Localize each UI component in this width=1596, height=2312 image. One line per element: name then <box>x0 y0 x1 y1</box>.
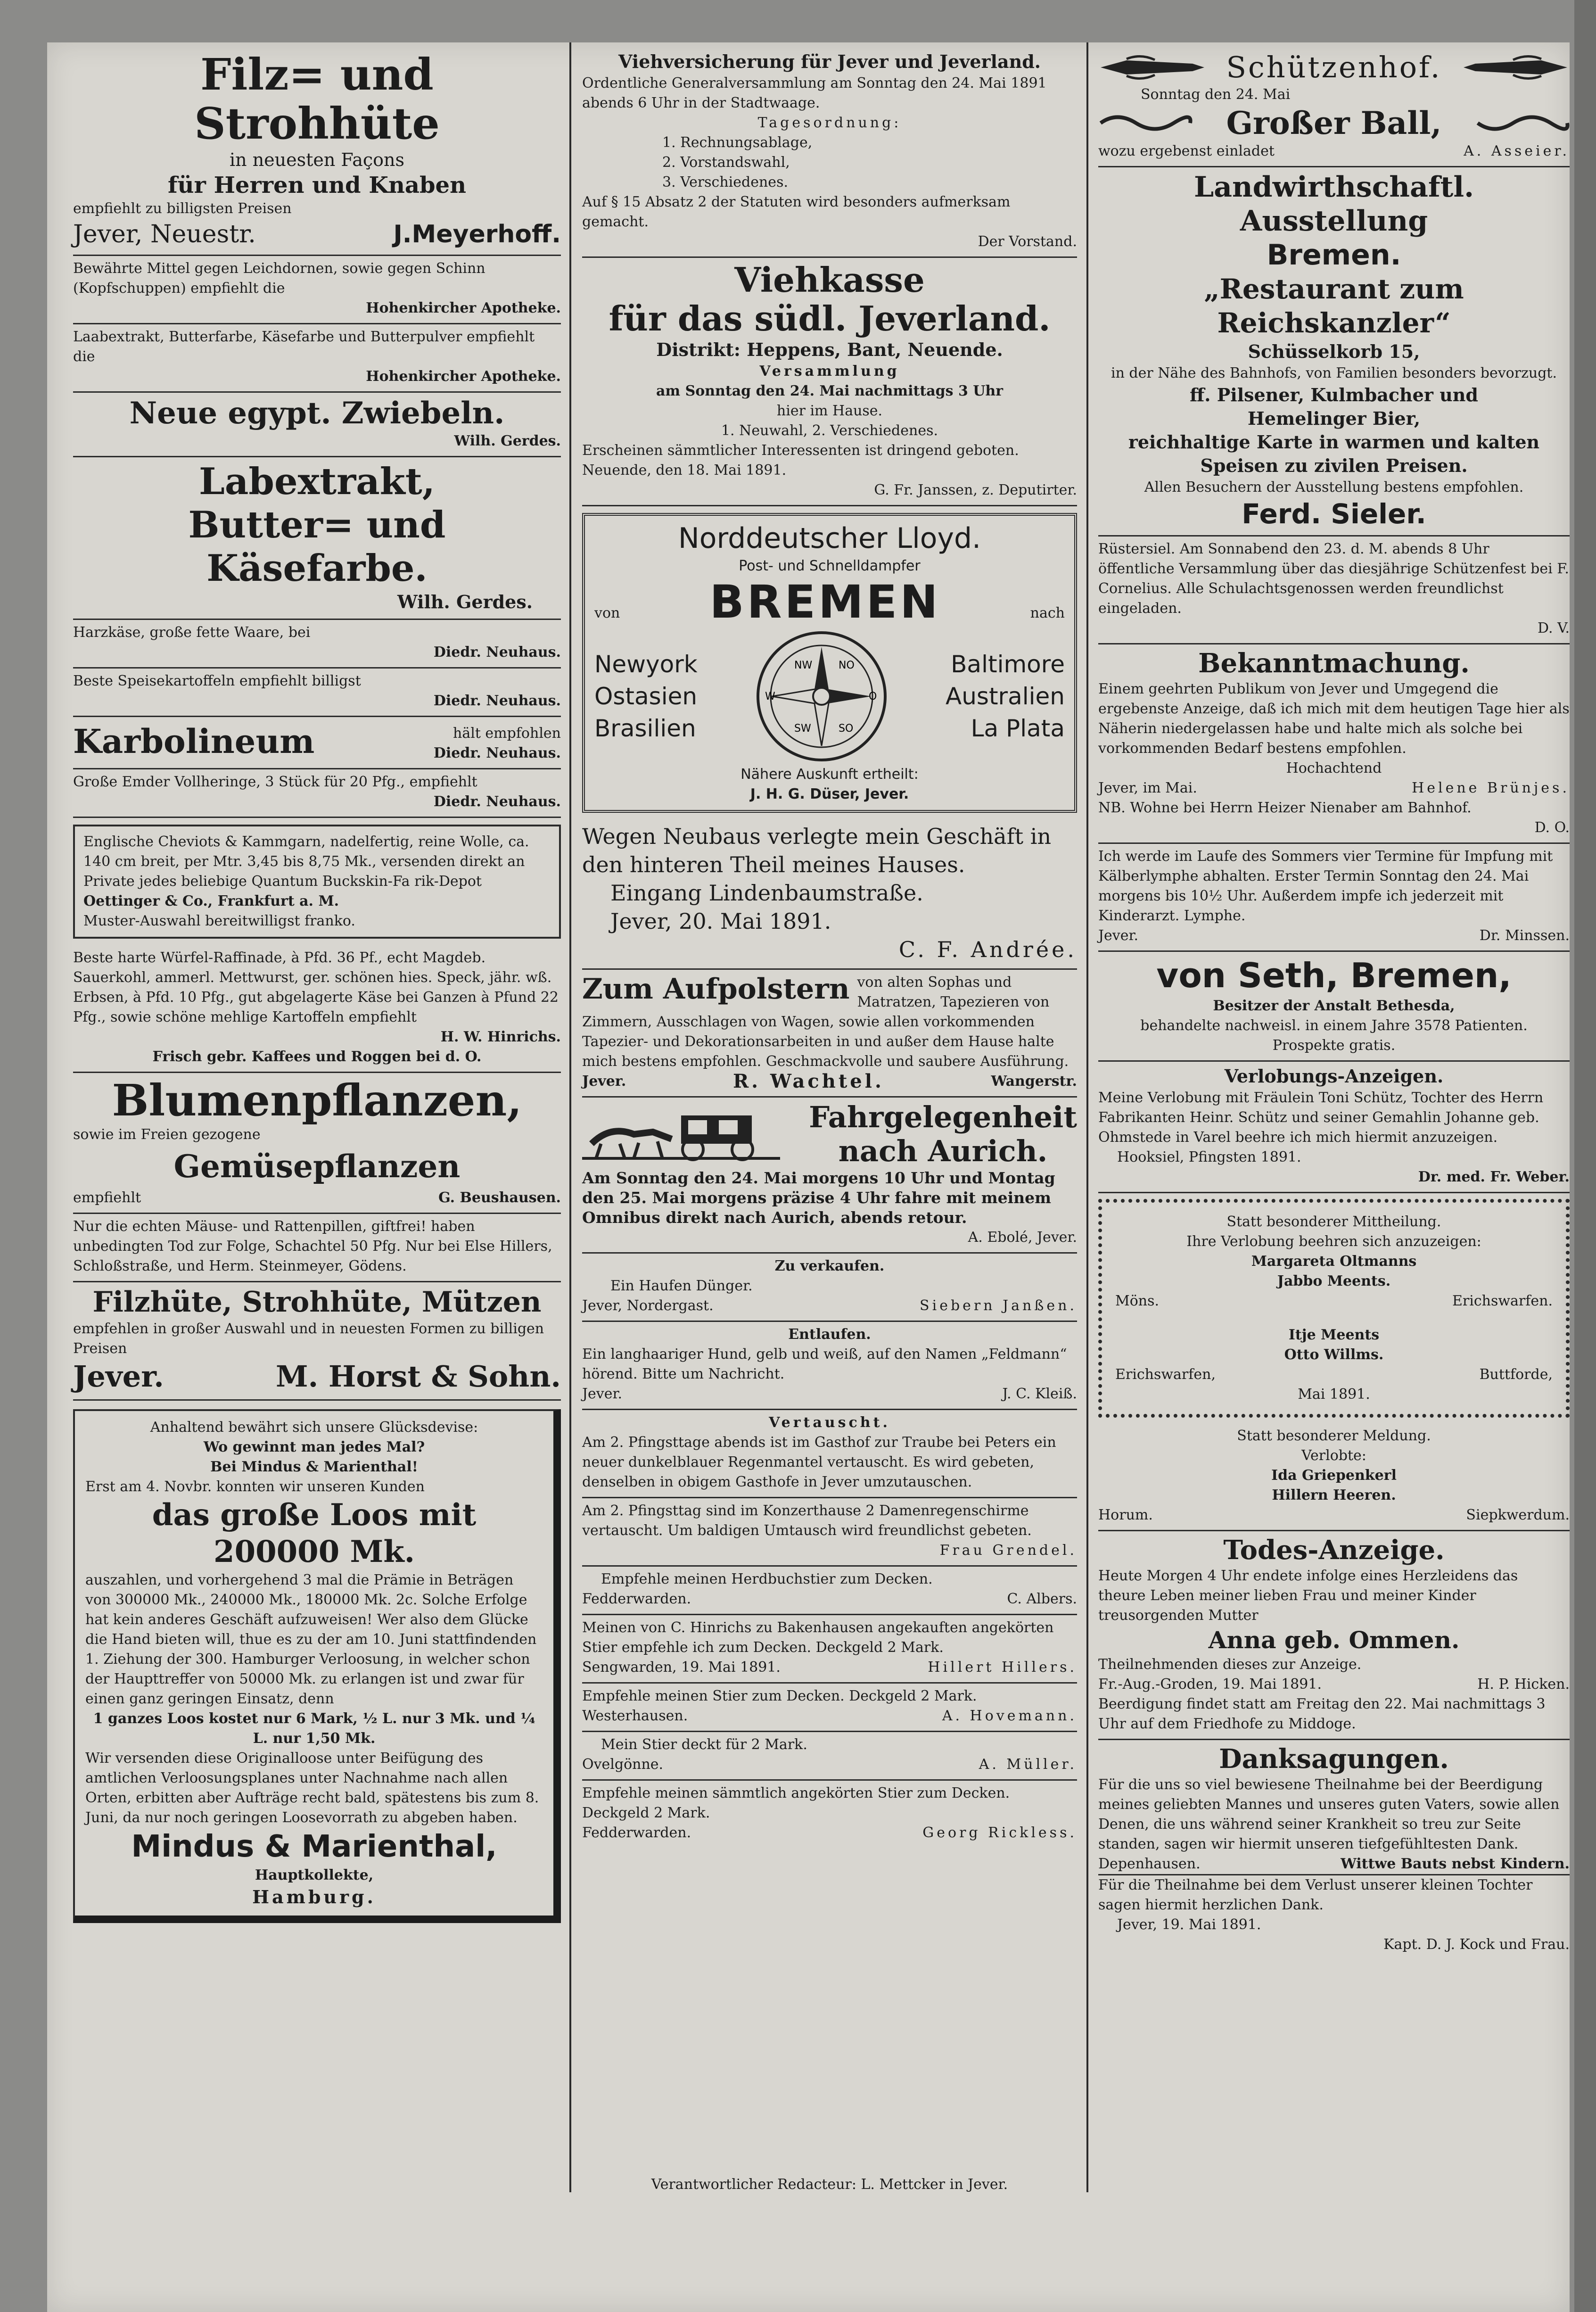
ad-line: für Herren und Knaben <box>168 172 466 198</box>
ad-signature: A. Müller. <box>979 1756 1077 1773</box>
ad-text: Englische Cheviots & Kammgarn, nadelfertig, reine Wolle, ca. 140 cm breit, per Mtr. 3,45 bis 8,75 Mk., versenden direkt an Private jedes beliebige Quantum Buckskin-Fa rik-Depot <box>83 834 529 890</box>
ad-text: Allen Besuchern der Ausstellung bestens empfohlen. <box>1144 479 1524 495</box>
ad-swapped-coat <box>582 1410 1077 1498</box>
ornament-icon <box>1098 111 1193 135</box>
ad-cattle-fund <box>582 258 1077 506</box>
ad-signature: Diedr. Neuhaus. <box>433 693 561 709</box>
ad-place: Jever. <box>582 1386 623 1402</box>
ad-line: Verlobte: <box>1301 1447 1366 1464</box>
ad-title: Landwirthschaftl. Ausstellung <box>1193 171 1474 238</box>
ad-shooting-hall <box>1098 47 1570 167</box>
ad-line: ff. Pilsener, Kulmbacher und <box>1190 384 1478 405</box>
ad-text: empfehlen in großer Auswahl und in neuesten Formen zu billigen Preisen <box>73 1321 544 1357</box>
ad-text: Mein Stier deckt für 2 Mark. <box>601 1736 807 1753</box>
ad-text: Einem geehrten Publikum von Jever und Umgegend die ergebenste Anzeige, daß ich mich mit dem heutigen Tage hier als Näherin niedergelassen habe und halte mich als solche bei vorkommenden Bedarf bestens empfohlen. <box>1098 681 1570 757</box>
ad-labextrakt <box>73 457 561 620</box>
ad-title: Fahrgelegenheit <box>809 1100 1077 1134</box>
ad-lost-dog <box>582 1322 1077 1410</box>
editor-footer <box>582 2176 1077 2193</box>
ad-place: Jever, Nordergast. <box>582 1297 714 1314</box>
ad-street: Wangerstr. <box>991 1073 1077 1090</box>
ad-signature: Dr. med. Fr. Weber. <box>1418 1169 1570 1185</box>
ad-signature: A. Hovemann. <box>942 1708 1077 1724</box>
ad-signature: Siebern Janßen. <box>920 1297 1077 1314</box>
ad-line: Speisen zu zivilen Preisen. <box>1200 455 1468 476</box>
ad-title: Karbolineum <box>73 722 315 761</box>
ad-signature: A. Asseier. <box>1464 143 1570 159</box>
ad-text: wozu ergebenst einladet <box>1098 143 1275 159</box>
ad-text: empfiehlt <box>73 1189 141 1206</box>
ad-line: Versammlung <box>759 363 900 380</box>
ad-grocer <box>73 945 561 1073</box>
column-rule-2 <box>1086 42 1088 2192</box>
ad-lloyd <box>582 513 1077 813</box>
column-2 <box>582 47 1077 1848</box>
ad-potatoes <box>73 669 561 717</box>
column-1 <box>73 47 561 1932</box>
compass-icon <box>751 628 892 765</box>
ad-title: das große Loos mit <box>152 1497 477 1533</box>
ad-signature: Frau Grendel. <box>939 1542 1077 1559</box>
ad-text: Für die Theilnahme bei dem Verlust unserer kleinen Tochter sagen hiermit herzlichen Dank. <box>1098 1877 1533 1913</box>
ad-price: 1 ganzes Loos kostet nur 6 Mark, ½ L. nur 3 Mk. und ¼ L. nur 1,50 Mk. <box>93 1710 535 1747</box>
ad-line: Hemelinger Bier, <box>1247 408 1421 429</box>
ad-place: Jever, im Mai. <box>1098 780 1197 796</box>
ad-date: Jever, 20. Mai 1891. <box>610 908 831 934</box>
ad-title: 200000 Mk. <box>214 1534 415 1569</box>
ad-line: Sonntag den 24. Mai <box>1141 86 1291 103</box>
ad-stud-bull-4 <box>582 1732 1077 1781</box>
ad-line: Wo gewinnt man jedes Mal? <box>203 1439 425 1455</box>
ad-name: Jabbo Meents. <box>1277 1273 1391 1289</box>
ad-text: Ein langhaariger Hund, gelb und weiß, auf den Namen „Feldmann“ hörend. Bitte um Nachricht. <box>582 1346 1067 1382</box>
ad-city: BREMEN <box>709 576 941 628</box>
ad-word: von <box>594 605 620 621</box>
ad-date: Hooksiel, Pfingsten 1891. <box>1117 1149 1301 1165</box>
ad-text: Empfehle meinen Herdbuchstier zum Decken. <box>601 1571 933 1587</box>
column-rule-1 <box>569 42 571 2192</box>
ad-line: behandelte nachweisl. in einem Jahre 3578 Patienten. <box>1140 1017 1528 1034</box>
ad-text: Empfehle meinen sämmtlich angekörten Stier zum Decken. Deckgeld 2 Mark. <box>582 1785 1010 1821</box>
ad-signature: Wilh. Gerdes. <box>397 591 533 612</box>
ad-firm: Oettinger & Co., Frankfurt a. M. <box>83 893 339 909</box>
ad-place: Möns. <box>1115 1293 1160 1309</box>
ad-line: Bei Mindus & Marienthal! <box>210 1459 418 1475</box>
page-edge-shadow <box>1574 0 1596 2312</box>
ad-signature: J. C. Kleiß. <box>1002 1386 1077 1402</box>
ad-cattle-insurance <box>582 47 1077 258</box>
ad-text: Auf § 15 Absatz 2 der Statuten wird besonders aufmerksam gemacht. <box>582 194 1011 230</box>
ad-rat-pills <box>73 1214 561 1282</box>
ad-text: in der Nähe des Bahnhofs, von Familien besonders bevorzugt. <box>1111 365 1557 381</box>
ad-name: Itje Meents <box>1288 1327 1380 1343</box>
ad-onions <box>73 393 561 457</box>
ad-place: Fr.-Aug.-Groden, 19. Mai 1891. <box>1098 1676 1322 1693</box>
ad-title: Butter= und Käsefarbe. <box>188 504 446 590</box>
ad-head: Zu verkaufen. <box>774 1258 885 1274</box>
ad-line: sowie im Freien gezogene <box>73 1126 261 1143</box>
ad-signature: Diedr. Neuhaus. <box>433 644 561 661</box>
ad-title: Bekanntmachung. <box>1198 648 1470 679</box>
ad-death-notice <box>1098 1531 1570 1740</box>
ad-signature: H. W. Hinrichs. <box>440 1029 561 1045</box>
ad-signature: H. P. Hicken. <box>1477 1676 1570 1693</box>
ad-text: von alten Sophas und Matratzen, Tapezieren von Zimmern, Ausschlagen von Wagen, sowie allen vorkommenden Tapezier- und Dekorationsarbeiten in und außer dem Hause halte mich bestens empfohlen. Geschmackvolle und saubere Ausführung. <box>582 974 1069 1070</box>
ad-signature: J.Meyerhoff. <box>393 220 561 248</box>
ad-name: Ida Griepenkerl <box>1271 1467 1397 1484</box>
ad-title: Labextrakt, <box>199 460 435 503</box>
ad-thanks <box>1098 1740 1570 1959</box>
ad-text: Ich werde im Laufe des Sommers vier Termine für Impfung mit Kälberlymphe abhalten. Erster Termin Sonntag den 24. Mai morgens bis 10½ Uhr. Außerdem impfe ich jederzeit mit Kinderarzt. Lymphe. <box>1098 848 1553 924</box>
ad-head: Vertauscht. <box>769 1414 890 1431</box>
destination: Newyork <box>594 651 698 678</box>
ad-title: Gemüsepflanzen <box>173 1148 461 1185</box>
ad-place: Erichswarfen, <box>1115 1366 1216 1383</box>
ad-text: Wir versenden diese Originalloose unter Beifügung des amtlichen Verloosungsplanes unter Nachnahme nach allen Orten, erbitten aber Aufträge recht bald, spätestens bis zum 8. Juni, da nur noch geringen Loosevorrath zu abgeben haben. <box>85 1750 539 1826</box>
ad-place: Fedderwarden. <box>582 1825 691 1841</box>
ad-date: Jever, 19. Mai 1891. <box>1117 1916 1261 1933</box>
ad-title: Norddeutscher Lloyd. <box>678 522 981 555</box>
compass-label: NO <box>838 660 855 671</box>
ad-cheviots <box>73 825 561 939</box>
ad-text: Am 2. Pfingsttage abends ist im Gasthof zur Traube bei Peters ein neuer dunkelblauer Regenmantel vertauscht. Es wird gebeten, denselben in obigem Gasthofe in Jever umzutauschen. <box>582 1434 1056 1490</box>
ad-text: Große Emder Vollheringe, 3 Stück für 20 Pfg., empfiehlt <box>73 774 477 790</box>
ad-name: Otto Willms. <box>1284 1346 1384 1363</box>
compass-label: SW <box>794 723 811 735</box>
ad-place: Buttforde, <box>1479 1366 1553 1383</box>
column-3 <box>1098 47 1570 1959</box>
ad-note: NB. Wohne bei Herrn Heizer Nienaber am Bahnhof. <box>1098 800 1472 816</box>
ad-line: 1. Rechnungsablage, <box>662 134 813 151</box>
destination: La Plata <box>971 715 1065 742</box>
ad-engagement-1 <box>1098 1062 1570 1193</box>
pointing-hand-icon <box>1461 53 1570 82</box>
ad-lottery <box>73 1409 561 1923</box>
stagecoach-icon <box>582 1106 780 1163</box>
ad-signature: R. Wachtel. <box>732 1070 884 1092</box>
ad-date: Mai 1891. <box>1298 1386 1370 1403</box>
ad-stud-bull-2 <box>582 1615 1077 1684</box>
ad-signature: C. Albers. <box>1007 1591 1077 1607</box>
ad-signature: Kapt. D. J. Kock und Frau. <box>1383 1936 1570 1953</box>
ad-place: Jever, Neuestr. <box>73 220 256 248</box>
compass-label: W <box>765 691 775 702</box>
ad-plants <box>73 1073 561 1214</box>
ad-text: Meine Verlobung mit Fräulein Toni Schütz, Tochter des Herrn Fabrikanten Heinr. Schütz und seiner Gemahlin Johanne geb. Ohmstede in Varel beehre ich mich hiermit anzuzeigen. <box>1098 1090 1544 1146</box>
ad-announcement <box>1098 644 1570 844</box>
ad-line: Eingang Lindenbaumstraße. <box>610 880 923 906</box>
ad-signature: C. F. Andrée. <box>898 937 1077 962</box>
ad-text: Heute Morgen 4 Uhr endete infolge eines Herzleidens das theure Leben meiner lieben Frau und meiner Kinder treusorgenden Mutter <box>1098 1568 1518 1624</box>
ad-text: Ein Haufen Dünger. <box>610 1278 753 1294</box>
ad-signature: Dr. Minssen. <box>1479 927 1570 944</box>
ad-line: Distrikt: Heppens, Bant, Neuende. <box>656 339 1003 360</box>
ad-upholstery <box>582 970 1077 1098</box>
compass-label: SO <box>838 723 854 735</box>
ad-text: Harzkäse, große fette Waare, bei <box>73 624 311 641</box>
ad-city: Hamburg. <box>252 1886 376 1907</box>
ad-address: Schüsselkorb 15, <box>1248 341 1420 362</box>
ad-note: Theilnehmenden dieses zur Anzeige. <box>1098 1656 1362 1673</box>
ad-restaurant <box>1098 167 1570 537</box>
ad-seth <box>1098 952 1570 1062</box>
destination: Australien <box>946 683 1065 710</box>
ad-note: Muster-Auswahl bereitwilligst franko. <box>83 913 355 929</box>
ad-title: von Seth, Bremen, <box>1156 956 1512 995</box>
ad-line: 3. Verschiedenes. <box>662 174 788 190</box>
ad-karbolineum <box>73 717 561 769</box>
ad-signature: Hohenkircher Apotheke. <box>366 300 561 316</box>
ad-relocation <box>582 819 1077 970</box>
ad-line: 1. Neuwahl, 2. Verschiedenes. <box>721 422 938 439</box>
ad-place: Jever. <box>1098 927 1139 944</box>
ad-text: Ordentliche Generalversammlung am Sonntag den 24. Mai 1891 abends 6 Uhr in der Stadtwaage. <box>582 75 1047 111</box>
ad-line: Ihre Verlobung beehren sich anzuzeigen: <box>1186 1233 1481 1250</box>
ad-line: reichhaltige Karte in warmen und kalten <box>1128 431 1540 453</box>
ad-title: Filzhüte, Strohhüte, Mützen <box>92 1286 542 1319</box>
ad-hats <box>73 47 561 256</box>
ad-line: Erst am 4. Novbr. konnten wir unseren Kunden <box>85 1478 425 1495</box>
ad-text: Beerdigung findet statt am Freitag den 22. Mai nachmittags 3 Uhr auf dem Friedhofe zu Middoge. <box>1098 1696 1546 1732</box>
ad-place: Erichswarfen. <box>1452 1293 1553 1309</box>
ad-signature: Hohenkircher Apotheke. <box>366 368 561 385</box>
ad-title: für das südl. Jeverland. <box>609 298 1051 339</box>
ad-place: Depenhausen. <box>1098 1856 1201 1872</box>
ad-text: Laabextrakt, Butterfarbe, Käsefarbe und Butterpulver empfiehlt die <box>73 329 535 365</box>
ad-signature: D. V. <box>1537 620 1570 636</box>
ad-signature: Der Vorstand. <box>978 233 1077 250</box>
ad-coach <box>582 1098 1077 1254</box>
ad-line: Statt besonderer Meldung. <box>1237 1428 1431 1444</box>
ornament-icon <box>1475 111 1570 135</box>
ad-head: Verlobungs-Anzeigen. <box>1224 1065 1444 1087</box>
ad-signature: J. H. G. Düser, Jever. <box>750 786 909 802</box>
ad-text: hält empfohlen <box>453 725 561 742</box>
ad-line: Hochachtend <box>1286 760 1382 776</box>
ad-signature: G. Beushausen. <box>438 1189 561 1206</box>
ad-place: Fedderwarden. <box>582 1591 691 1607</box>
ad-firm: Mindus & Marienthal, <box>131 1829 497 1864</box>
ad-text: Bewährte Mittel gegen Leichdornen, sowie gegen Schinn (Kopfschuppen) empfiehlt die <box>73 260 485 297</box>
ad-city: Bremen. <box>1267 239 1401 272</box>
ad-pharmacy-1 <box>73 256 561 324</box>
ad-word: nach <box>1030 605 1065 621</box>
ad-engagement-3 <box>1098 1423 1570 1531</box>
ad-place: Siepkwerdum. <box>1466 1507 1570 1523</box>
compass-label: O <box>868 691 877 702</box>
ad-text: Meinen von C. Hinrichs zu Bakenhausen angekauften angekörten Stier empfehle ich zum Decken. Deckgeld 2 Mark. <box>582 1619 1054 1656</box>
ad-text: Empfehle meinen Stier zum Decken. Deckgeld 2 Mark. <box>582 1688 977 1704</box>
ad-hats-2 <box>73 1282 561 1401</box>
ad-stud-bull-3 <box>582 1684 1077 1732</box>
ad-text: Nur die echten Mäuse- und Rattenpillen, giftfrei! haben unbedingten Tod zur Folge, Schachtel 50 Pfg. Nur bei Else Hillers, Schloßstraße, und Herm. Steinmeyer, Gödens. <box>73 1218 552 1274</box>
ad-cheese <box>73 620 561 669</box>
ad-title: Blumenpflanzen, <box>112 1075 522 1126</box>
ad-head: Entlaufen. <box>788 1326 871 1343</box>
ad-line: in neuesten Façons <box>229 149 405 170</box>
ad-line: am Sonntag den 24. Mai nachmittags 3 Uhr <box>656 383 1004 399</box>
ad-text: Wegen Neubaus verlegte mein Geschäft in den hinteren Theil meines Hauses. <box>582 824 1052 877</box>
ad-title: Todes-Anzeige. <box>1223 1535 1445 1566</box>
ad-stud-bull-5 <box>582 1781 1077 1848</box>
ad-title: Filz= und Strohhüte <box>194 49 440 149</box>
ad-title: Zum Aufpolstern <box>582 973 850 1006</box>
ad-title: Großer Ball, <box>1226 105 1442 141</box>
ad-place: Jever. <box>582 1073 626 1090</box>
ad-ruestersiel <box>1098 537 1570 644</box>
ad-title: „Restaurant zum Reichskanzler“ <box>1204 273 1464 339</box>
ad-line: Besitzer der Anstalt Bethesda, <box>1213 998 1455 1014</box>
ad-line: Statt besonderer Mittheilung. <box>1226 1214 1441 1230</box>
ad-line: Anhaltend bewährt sich unsere Glücksdevise: <box>150 1419 478 1436</box>
ad-line: Hauptkollekte, <box>255 1867 374 1883</box>
destination: Brasilien <box>594 715 696 742</box>
ad-signature: Hillert Hillers. <box>928 1659 1077 1676</box>
ad-title: nach Aurich. <box>838 1134 1048 1168</box>
ad-signature: Diedr. Neuhaus. <box>433 745 561 761</box>
ad-title: Danksagungen. <box>1219 1743 1449 1775</box>
ad-pharmacy-2 <box>73 324 561 393</box>
ad-line: Post- und Schnelldampfer <box>739 558 921 574</box>
ad-text: Beste Speisekartoffeln empfiehlt billigst <box>73 673 361 689</box>
ad-text: Am 2. Pfingsttag sind im Konzerthause 2 Damenregenschirme vertauscht. Um baldigen Umtausch wird freundlichst gebeten. <box>582 1503 1032 1539</box>
ad-name: Margareta Oltmanns <box>1251 1253 1417 1270</box>
ad-place: Westerhausen. <box>582 1708 688 1724</box>
ad-line: 2. Vorstandswahl, <box>662 154 790 171</box>
ad-line: empfiehlt zu billigsten Preisen <box>73 200 292 217</box>
ad-herring <box>73 769 561 818</box>
ad-place: Horum. <box>1098 1507 1153 1523</box>
ad-line: Tagesordnung: <box>757 115 902 131</box>
ad-signature: Ferd. Sieler. <box>1242 498 1426 530</box>
ad-text: Rüstersiel. Am Sonnabend den 23. d. M. abends 8 Uhr öffentliche Versammlung über das diesjährige Schützenfest bei F. Cornelius. Alle Schulachtsgenossen werden freundlichst eingeladen. <box>1098 541 1569 617</box>
ad-stud-bull-1 <box>582 1567 1077 1615</box>
ad-name: Hillern Heeren. <box>1272 1487 1396 1503</box>
ad-firm: M. Horst & Sohn. <box>276 1359 561 1394</box>
ad-umbrellas <box>582 1498 1077 1567</box>
ad-signature: Wilh. Gerdes. <box>454 433 561 449</box>
editor-line: Verantwortlicher Redacteur: L. Mettcker in Jever. <box>651 2176 1008 2193</box>
ad-text: Für die uns so viel bewiesene Theilnahme bei der Beerdigung meines geliebten Mannes und unseres guten Vaters, sowie allen Denen, die uns während seiner Krankheit so treu zur Seite standen, sagen wir hiermit unseren tiefgefühltesten Dank. <box>1098 1776 1560 1852</box>
ad-signature: D. O. <box>1534 819 1570 836</box>
ad-title: Viehkasse <box>734 260 925 300</box>
ad-line: Nähere Auskunft ertheilt: <box>740 766 919 783</box>
ad-signature: Diedr. Neuhaus. <box>433 793 561 810</box>
destination: Baltimore <box>951 651 1065 678</box>
ad-signature: G. Fr. Janssen, z. Deputirter. <box>874 482 1077 498</box>
ad-signature: Helene Brünjes. <box>1412 780 1570 796</box>
ad-note: Frisch gebr. Kaffees und Roggen bei d. O. <box>152 1049 482 1065</box>
ad-signature: Georg Rickless. <box>922 1825 1077 1841</box>
ad-for-sale <box>582 1254 1077 1322</box>
ad-line: hier im Hause. <box>776 403 883 419</box>
pointing-hand-icon <box>1098 53 1207 82</box>
ad-vaccination <box>1098 844 1570 952</box>
ad-text: auszahlen, und vorhergehend 3 mal die Prämie in Beträgen von 300000 Mk., 240000 Mk., 180000 Mk. 2c. Solche Erfolge hat kein anderes Geschäft aufzuweisen! Wer also dem Glücke die Hand bieten will, thue es zu der am 10. Juni stattfindenden 1. Ziehung der 300. Hamburger Verloosung, in welcher schon der Haupttreffer von 50000 Mk. zu erlangen ist und zwar für einen ganz geringen Einsatz, denn <box>85 1572 537 1707</box>
ad-place: Ovelgönne. <box>582 1756 664 1773</box>
ad-signature: Wittwe Bauts nebst Kindern. <box>1341 1856 1570 1872</box>
ad-name: Anna geb. Ommen. <box>1208 1626 1460 1654</box>
ad-text: Erscheinen sämmtlicher Interessenten ist dringend geboten. <box>582 442 1019 459</box>
ad-text: Am Sonntag den 24. Mai morgens 10 Uhr und Montag den 25. Mai morgens präzise 4 Uhr fahre mit meinem Omnibus direkt nach Aurich, abends retour. <box>582 1169 1055 1227</box>
ad-engagement-2 <box>1098 1199 1570 1418</box>
ad-line: Prospekte gratis. <box>1272 1037 1396 1054</box>
ad-signature: A. Ebolé, Jever. <box>968 1229 1077 1246</box>
ad-date: Sengwarden, 19. Mai 1891. <box>582 1659 781 1676</box>
compass-label: NW <box>794 660 813 671</box>
destination: Ostasien <box>594 683 698 710</box>
ad-title: Schützenhof. <box>1226 50 1442 84</box>
ad-date: Neuende, den 18. Mai 1891. <box>582 462 787 479</box>
ad-place: Jever. <box>73 1359 164 1394</box>
ad-text: Beste harte Würfel-Raffinade, à Pfd. 36 Pf., echt Magdeb. Sauerkohl, ammerl. Mettwurst, ger. schönen hies. Speck, jähr. wß. Erbsen, à Pfd. 10 Pfg., gut abgelagerte Käse bei Ganzen à Pfund 22 Pfg., sowie schöne mehlige Kartoffeln empfiehlt <box>73 950 559 1025</box>
ad-title: Viehversicherung für Jever und Jeverland. <box>618 51 1041 72</box>
ad-title: Neue egypt. Zwiebeln. <box>129 396 505 431</box>
